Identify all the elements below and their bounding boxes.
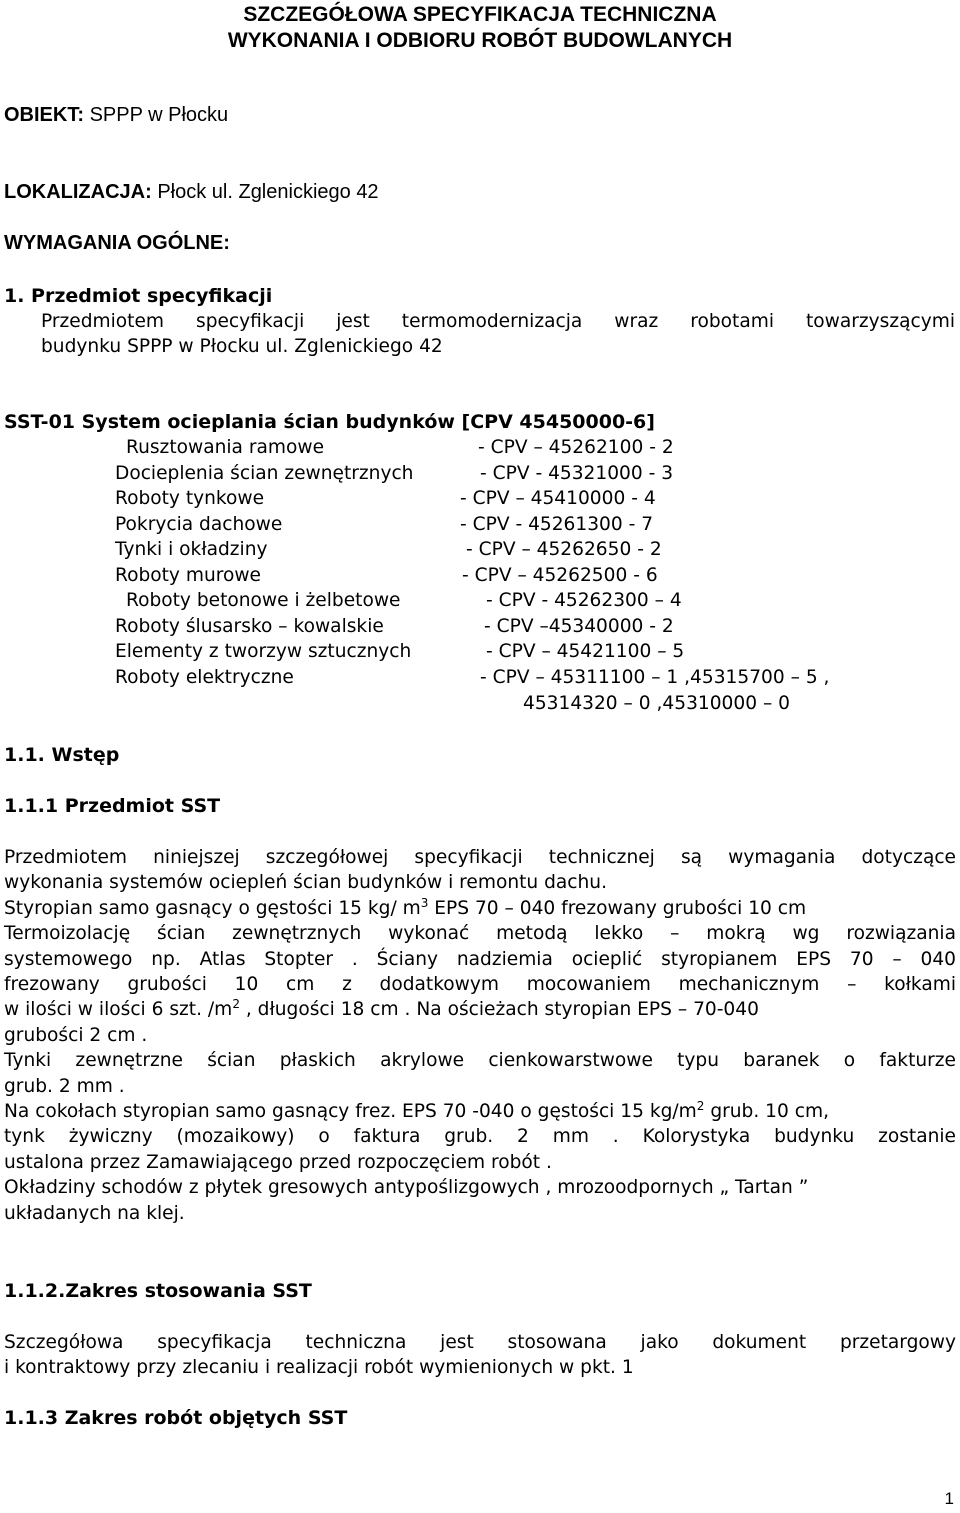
subject-p2 <box>4 896 956 921</box>
location-label: LOKALIZACJA: <box>4 181 152 203</box>
subject-p2-text-b: EPS 70 – 040 frezowany grubości 10 cm <box>428 897 807 919</box>
sst-item-cpv: - CPV –45340000 - 2 <box>484 616 674 637</box>
subject-p4-line2: grub. 2 mm . <box>4 1075 125 1097</box>
subject-p5-line2: tynk żywiczny (mozaikowy) o faktura grub. 2 mm . Kolorystyka budynku zostanie <box>4 1126 956 1148</box>
sst-item-name: Pokrycia dachowe <box>115 514 283 535</box>
subject-p5-line3: ustalona przez Zamawiającego przed rozpoczęciem robót . <box>4 1151 552 1173</box>
scope-heading: 1.1.2.Zakres stosowania SST <box>4 1280 312 1302</box>
subject-heading: 1.1.1 Przedmiot SST <box>4 795 221 817</box>
subject-p1-line1: Przedmiotem niniejszej szczegółowej specyfikacji technicznej są wymagania dotyczące <box>4 847 956 868</box>
general-requirements-heading: WYMAGANIA OGÓLNE: <box>4 232 230 254</box>
sst-item-cpv: - CPV - 45261300 - 7 <box>460 514 654 535</box>
subject-p2-superscript: 3 <box>420 895 429 910</box>
sst-item-name: Rusztowania ramowe <box>126 437 325 458</box>
section1-line2: budynku SPPP w Płocku ul. Zglenickiego 42 <box>41 336 443 358</box>
subject-p1-line2: wykonania systemów ociepleń ścian budynków i remontu dachu. <box>4 872 607 894</box>
subject-p3-line2: systemowego np. Atlas Stopter . Ściany nadziemia ocieplić styropianem EPS 70 – 040 <box>4 948 956 970</box>
sst-item-name: Roboty tynkowe <box>115 488 265 509</box>
subject-body <box>4 845 956 1226</box>
sst-item-cpv: - CPV - 45321000 - 3 <box>480 463 674 484</box>
sst-item-name: Tynki i okładziny <box>115 539 268 560</box>
sst-item-cpv: - CPV – 45262500 - 6 <box>462 565 658 586</box>
subject-p3-line4 <box>4 997 956 1022</box>
sst-item-name: Roboty ślusarsko – kowalskie <box>115 616 384 637</box>
doc-title-line1: SZCZEGÓŁOWA SPECYFIKACJA TECHNICZNA <box>243 3 717 26</box>
section1-body <box>41 309 955 360</box>
subject-p6-line1: Okładziny schodów z płytek gresowych antypoślizgowych , mrozoodpornych „ Tartan ” <box>4 1177 809 1199</box>
sst-item-name: Roboty betonowe i żelbetowe <box>126 590 401 611</box>
sst-item-cpv: - CPV – 45410000 - 4 <box>460 488 656 509</box>
sst-item-cpv: - CPV – 45421100 – 5 <box>486 641 685 662</box>
page-number: 1 <box>944 1489 954 1508</box>
subject-p6-line2: układanych na klej. <box>4 1202 185 1224</box>
subject-p3-line1: Termoizolację ścian zewnętrznych wykonać metodą lekko – mokrą wg rozwiązania <box>4 923 956 945</box>
object-value: SPPP w Płocku <box>89 104 229 126</box>
subject-p5-line1-superscript: 2 <box>696 1099 705 1114</box>
sst01-heading: SST-01 System ocieplania ścian budynków [CPV 45450000-6] <box>4 411 655 433</box>
subject-p3-line5: grubości 2 cm . <box>4 1024 148 1046</box>
sst-item-cpv: - CPV - 45262300 – 4 <box>486 590 682 611</box>
sst-item-name: Elementy z tworzyw sztucznych <box>115 641 412 662</box>
subject-p3-line4-a: w ilości w ilości 6 szt. /m <box>4 999 233 1021</box>
subject-p3-line3: frezowany grubości 10 cm z dodatkowym mocowaniem mechanicznym – kołkami <box>4 974 956 996</box>
subject-p2-text-a: Styropian samo gasnący o gęstości 15 kg/ m <box>4 897 421 919</box>
scope-line1: Szczegółowa specyfikacja techniczna jest stosowana jako dokument przetargowy <box>4 1332 956 1353</box>
sst-item-cpv-continuation: 45314320 – 0 ,45310000 – 0 <box>523 693 790 714</box>
subject-p5-line1-b: grub. 10 cm, <box>704 1101 829 1123</box>
sst-item-name: Roboty murowe <box>115 565 261 586</box>
object-line <box>4 104 228 127</box>
subject-p3-line4-superscript: 2 <box>232 997 240 1012</box>
section1-line1: Przedmiotem specyfikacji jest termomodernizacja wraz robotami towarzyszącymi <box>41 311 955 332</box>
sst-item-cpv: - CPV – 45262650 - 2 <box>466 539 662 560</box>
subject-p5-line1 <box>4 1099 956 1124</box>
subject-p5-line1-a: Na cokołach styropian samo gasnący frez. EPS 70 -040 o gęstości 15 kg/m <box>4 1101 697 1123</box>
sst-item-name: Roboty elektryczne <box>115 667 294 688</box>
sst-item-cpv: - CPV – 45262100 - 2 <box>478 437 674 458</box>
scope-line2: i kontraktowy przy zlecaniu i realizacji robót wymienionych w pkt. 1 <box>4 1357 634 1379</box>
section1-heading: 1. Przedmiot specyfikacji <box>4 285 273 307</box>
sst-item-cpv: - CPV – 45311100 – 1 ,45315700 – 5 , <box>480 667 830 688</box>
works-heading: 1.1.3 Zakres robót objętych SST <box>4 1407 348 1429</box>
subject-p4-line1: Tynki zewnętrzne ścian płaskich akrylowe cienkowarstwowe typu baranek o fakturze <box>4 1050 956 1072</box>
object-label: OBIEKT: <box>4 104 84 126</box>
intro-heading: 1.1. Wstęp <box>4 744 120 766</box>
sst-item-name: Docieplenia ścian zewnętrznych <box>115 463 414 484</box>
location-line <box>4 181 379 204</box>
scope-body <box>4 1330 956 1381</box>
location-value: Płock ul. Zglenickiego 42 <box>157 181 379 203</box>
doc-title-line2: WYKONANIA I ODBIORU ROBÓT BUDOWLANYCH <box>227 29 733 52</box>
subject-p3-line4-b: , długości 18 cm . Na ościeżach styropian EPS – 70-040 <box>239 999 759 1021</box>
